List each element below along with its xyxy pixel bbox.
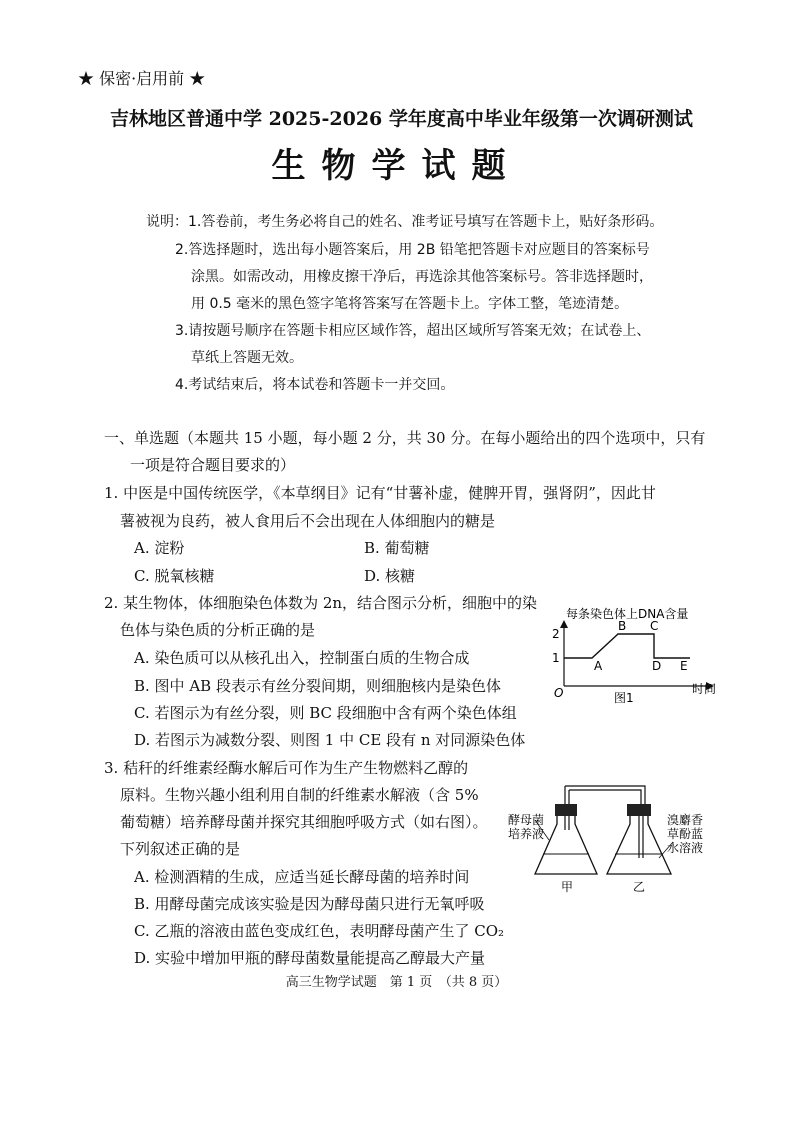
confidential-mark: ★ 保密·启用前 ★ [78, 69, 206, 88]
q2-option-c: C. 若图示为有丝分裂，则 BC 段细胞中含有两个染色体组 [134, 704, 517, 722]
q2-option-b: B. 图中 AB 段表示有丝分裂间期，则细胞核内是染色体 [134, 677, 501, 695]
flask-1-label: 酵母菌 [508, 813, 545, 827]
q1-option-d: D. 核糖 [364, 567, 416, 585]
graph-point-a: A [594, 659, 603, 673]
q3-option-c: C. 乙瓶的溶液由蓝色变成红色，表明酵母菌产生了 CO₂ [134, 922, 505, 940]
flask-1-name: 甲 [561, 880, 574, 894]
graph-y-arrow [560, 620, 568, 628]
instruction-line: 2.答选择题时，选出每小题答案后，用 2B 铅笔把答题卡对应题目的答案标号 [175, 242, 650, 258]
graph-y-label: 每条染色体上DNA含量 [566, 607, 689, 621]
figure-1-dna-graph [548, 600, 728, 710]
page-footer: 高三生物学试题 第 1 页 （共 8 页） [285, 975, 508, 990]
graph-origin: O [554, 686, 564, 700]
instruction-line: 涂黑。如需改动，用橡皮擦干净后，再选涂其他答案标号。答非选择题时， [191, 269, 653, 285]
question-3-stem-cont: 葡萄糖）培养酵母菌并探究其细胞呼吸方式（如右图）。 [120, 813, 488, 831]
q1-option-c: C. 脱氧核糖 [134, 567, 215, 585]
graph-point-b: B [618, 619, 627, 633]
graph-x-label: 时间 [692, 682, 717, 696]
flask-2-name: 乙 [633, 880, 646, 894]
flask-1-body [535, 816, 597, 874]
flask-2-label-3: 水溶液 [667, 841, 704, 855]
instruction-line: 1.答卷前，考生务必将自己的姓名、准考证号填写在答题卡上，贴好条形码。 [188, 214, 664, 230]
q2-option-a: A. 染色质可以从核孔出入，控制蛋白质的生物合成 [134, 649, 470, 667]
flask-2-label: 溴麝香 [667, 813, 704, 827]
q3-option-b: B. 用酵母菌完成该实验是因为酵母菌只进行无氧呼吸 [134, 895, 485, 913]
instruction-line: 用 0.5 毫米的黑色签字笔将答案写在答题卡上。字体工整，笔迹清楚。 [191, 296, 629, 312]
graph-caption: 图1 [614, 691, 634, 705]
flask-2-stopper [627, 804, 651, 816]
graph-point-d: D [652, 659, 662, 673]
graph-dna-curve [564, 634, 690, 658]
exam-name: 吉林地区普通中学 2025-2026 学年度高中毕业年级第一次调研测试 [110, 108, 693, 130]
instruction-line: 4.考试结束后，将本试卷和答题卡一并交回。 [175, 377, 455, 393]
question-3-stem: 3. 秸秆的纤维素经酶水解后可作为生产生物燃料乙醇的 [104, 759, 469, 777]
question-1-stem-cont: 薯被视为良药，被人食用后不会出现在人体细胞内的糖是 [120, 512, 496, 530]
flask-2-label-2: 草酚蓝 [667, 827, 704, 841]
figure-yeast-flasks [505, 778, 720, 896]
section-heading-cont: 一项是符合题目要求的） [130, 456, 296, 474]
graph-y-tick-1: 1 [552, 651, 560, 665]
subject-title: 生物学试题 [271, 146, 522, 186]
flask-1-stopper [555, 804, 577, 816]
question-2-stem-cont: 色体与染色质的分析正确的是 [120, 621, 316, 639]
instructions-label: 说明： [146, 214, 188, 230]
q3-option-a: A. 检测酒精的生成，应适当延长酵母菌的培养时间 [134, 868, 470, 886]
instruction-line: 草纸上答题无效。 [191, 350, 303, 366]
q3-option-d: D. 实验中增加甲瓶的酵母菌数量能提高乙醇最大产量 [134, 949, 486, 967]
question-3-stem-cont: 原料。生物兴趣小组利用自制的纤维素水解液（含 5% [120, 786, 479, 804]
question-1-stem: 1. 中医是中国传统医学，《本草纲目》记有“甘薯补虚，健脾开胃，强肾阴”，因此甘 [104, 484, 656, 502]
instruction-line: 3.请按题号顺序在答题卡相应区域作答，超出区域所写答案无效；在试卷上、 [175, 323, 651, 339]
q1-option-a: A. 淀粉 [134, 539, 185, 557]
flask-1-label-2: 培养液 [508, 827, 545, 841]
section-heading: 一、单选题（本题共 15 小题，每小题 2 分，共 30 分。在每小题给出的四个选项中，只有 [104, 429, 706, 447]
graph-point-e: E [680, 659, 688, 673]
question-3-stem-cont: 下列叙述正确的是 [120, 840, 241, 858]
q1-option-b: B. 葡萄糖 [364, 539, 430, 557]
graph-y-tick-2: 2 [552, 627, 560, 641]
q2-option-d: D. 若图示为减数分裂、则图 1 中 CE 段有 n 对同源染色体 [134, 731, 526, 749]
graph-point-c: C [650, 619, 659, 633]
question-2-stem: 2. 某生物体，体细胞染色体数为 2n，结合图示分析，细胞中的染 [104, 594, 538, 612]
